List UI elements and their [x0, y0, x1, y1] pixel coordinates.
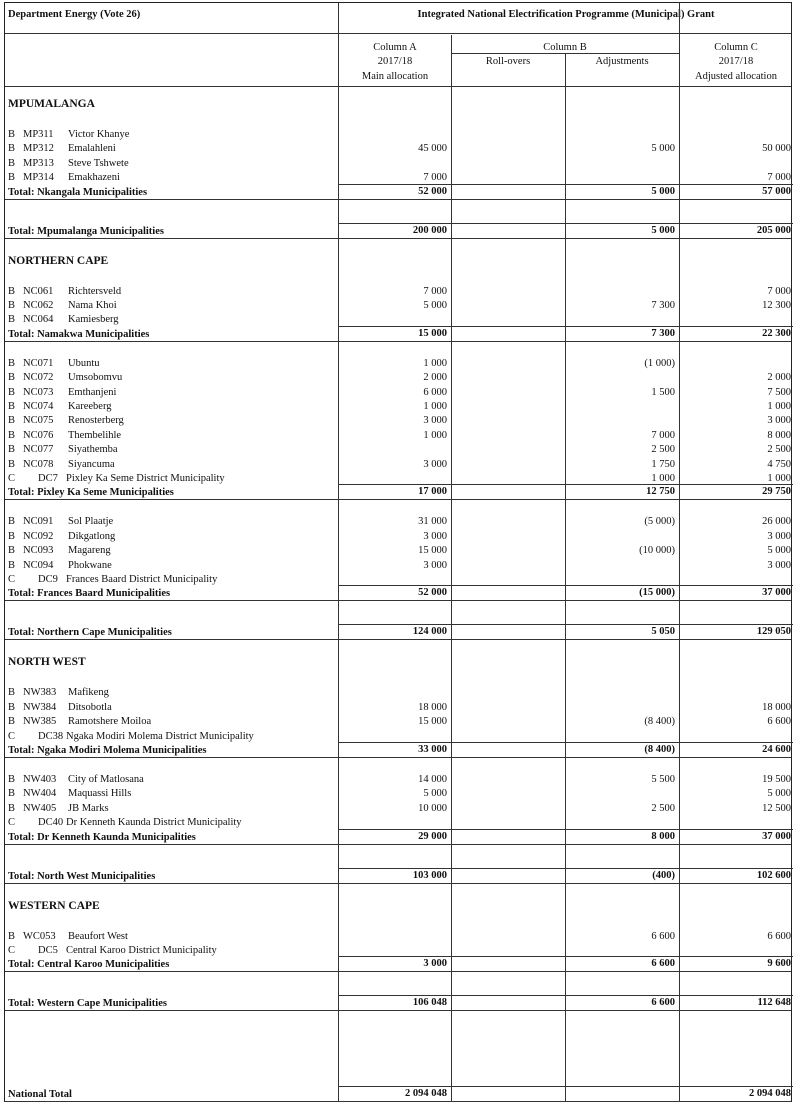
- main-allocation-value: 45 000: [418, 143, 447, 155]
- adjusted-allocation-value: 19 500: [762, 774, 791, 785]
- subtotal-label: National Total: [8, 1089, 72, 1101]
- municipality-category: B: [8, 687, 16, 699]
- total-main-allocation: 124 000: [412, 626, 447, 638]
- total-adjusted-allocation: 112 648: [757, 997, 791, 1009]
- main-allocation-value: 2 000: [423, 372, 447, 384]
- municipality-name: Phokwane: [68, 559, 112, 571]
- municipality-name: City of Matlosana: [68, 774, 144, 785]
- total-bottom-rule: [5, 499, 791, 500]
- total-main-allocation: 103 000: [412, 869, 447, 881]
- adjusted-allocation-value: 6 600: [767, 716, 791, 728]
- municipality-code: MP313: [23, 157, 54, 169]
- municipality-category: B: [8, 386, 16, 398]
- total-main-allocation: 15 000: [418, 327, 447, 339]
- grid-vline: [679, 3, 680, 1101]
- main-allocation-value: 3 000: [423, 458, 447, 470]
- municipality-name: Maquassi Hills: [68, 788, 132, 800]
- municipality-category: B: [8, 530, 16, 542]
- municipality-category: C: [8, 945, 16, 956]
- municipality-code: NC064: [23, 314, 54, 326]
- adjustment-value: (1 000): [644, 357, 675, 369]
- municipality-category: B: [8, 545, 16, 557]
- total-main-allocation: 17 000: [418, 486, 447, 498]
- total-adjusted-allocation: 129 050: [756, 626, 791, 638]
- municipality-category: B: [8, 444, 16, 456]
- adjusted-allocation-value: 7 000: [767, 172, 791, 184]
- municipality-name: Ubuntu: [68, 357, 100, 369]
- adjusted-allocation-value: 2 500: [767, 444, 791, 456]
- municipality-code: DC9: [38, 574, 58, 585]
- municipality-category: B: [8, 157, 16, 169]
- header-top-rule: [5, 33, 791, 34]
- municipality-category: B: [8, 716, 16, 728]
- subtotal-label: Total: North West Municipalities: [8, 870, 156, 882]
- subtotal-label: Total: Frances Baard Municipalities: [8, 588, 171, 600]
- subtotal-label: Total: Dr Kenneth Kaunda Municipalities: [8, 831, 196, 843]
- total-adjustment: 5 050: [651, 626, 675, 638]
- allocation-table: [4, 2, 792, 1102]
- column-b-label: Column B: [543, 42, 587, 53]
- municipality-category: B: [8, 516, 16, 528]
- municipality-category: B: [8, 372, 16, 384]
- total-main-allocation: 2 094 048: [405, 1088, 447, 1100]
- total-bottom-rule: [5, 238, 791, 239]
- total-bottom-rule: [5, 1101, 791, 1102]
- total-adjustment: (400): [652, 869, 675, 881]
- municipality-code: MP311: [23, 129, 54, 140]
- total-top-rule: [339, 829, 793, 830]
- municipality-code: MP312: [23, 143, 54, 155]
- municipality-name: JB Marks: [68, 802, 109, 814]
- total-adjustment: (8 400): [644, 744, 675, 755]
- municipality-category: B: [8, 802, 16, 814]
- total-adjustment: 6 600: [651, 997, 675, 1009]
- adjusted-allocation-value: 6 600: [767, 930, 791, 942]
- main-allocation-value: 15 000: [418, 545, 447, 557]
- column-a-label: Column A: [373, 42, 417, 53]
- column-a-year: 2017/18: [377, 56, 413, 67]
- municipality-name: Ditsobotla: [68, 701, 112, 713]
- municipality-name: Beaufort West: [68, 930, 128, 942]
- municipality-category: B: [8, 559, 16, 571]
- subtotal-label: Total: Pixley Ka Seme Municipalities: [8, 487, 174, 499]
- total-adjustment: 8 000: [651, 830, 675, 842]
- municipality-name: Dr Kenneth Kaunda District Municipality: [66, 817, 242, 829]
- total-adjusted-allocation: 37 000: [762, 587, 791, 599]
- adjustment-value: 1 000: [651, 473, 675, 484]
- province-heading: MPUMALANGA: [8, 98, 95, 110]
- total-adjusted-allocation: 102 600: [756, 869, 791, 881]
- main-allocation-value: 31 000: [418, 516, 447, 528]
- municipality-category: B: [8, 415, 16, 427]
- main-allocation-value: 1 000: [423, 357, 447, 369]
- province-heading: NORTH WEST: [8, 656, 86, 669]
- municipality-category: B: [8, 300, 16, 311]
- municipality-name: Mafikeng: [68, 687, 109, 699]
- adjusted-allocation-value: 12 300: [762, 300, 791, 311]
- total-adjustment: 12 750: [646, 486, 675, 498]
- main-allocation-value: 1 000: [423, 401, 447, 412]
- main-allocation-header: Main allocation: [361, 71, 429, 82]
- municipality-name: Central Karoo District Municipality: [66, 945, 217, 956]
- municipality-category: B: [8, 129, 16, 140]
- adjusted-allocation-value: 12 500: [762, 802, 791, 814]
- total-adjusted-allocation: 37 000: [762, 830, 791, 842]
- province-heading: WESTERN CAPE: [8, 899, 100, 912]
- adjusted-allocation-value: 7 500: [767, 386, 791, 398]
- main-allocation-value: 7 000: [423, 172, 447, 184]
- subtotal-label: Total: Northern Cape Municipalities: [8, 627, 172, 639]
- adjustment-value: (10 000): [639, 545, 675, 557]
- total-bottom-rule: [5, 844, 791, 845]
- municipality-category: B: [8, 285, 16, 297]
- municipality-code: NW404: [23, 788, 57, 800]
- adjustment-value: 2 500: [651, 444, 675, 456]
- total-bottom-rule: [5, 639, 791, 640]
- subtotal-label: Total: Western Cape Municipalities: [8, 998, 167, 1010]
- main-allocation-value: 14 000: [418, 774, 447, 785]
- municipality-name: Richtersveld: [68, 285, 122, 297]
- total-bottom-rule: [5, 600, 791, 601]
- total-top-rule: [339, 742, 793, 743]
- adjustment-value: 1 750: [651, 458, 675, 470]
- municipality-category: B: [8, 701, 16, 713]
- municipality-code: DC40: [38, 817, 64, 829]
- main-allocation-value: 1 000: [423, 429, 447, 441]
- total-top-rule: [339, 223, 793, 224]
- total-main-allocation: 3 000: [423, 958, 447, 970]
- municipality-code: NC077: [23, 444, 54, 456]
- subtotal-label: Total: Namakwa Municipalities: [8, 328, 150, 340]
- municipality-code: NW384: [23, 701, 57, 713]
- municipality-code: NC091: [23, 516, 54, 528]
- municipality-code: NW403: [23, 774, 57, 785]
- main-allocation-value: 3 000: [423, 530, 447, 542]
- municipality-name: Emalahleni: [68, 143, 116, 155]
- main-allocation-value: 5 000: [423, 300, 447, 311]
- adjusted-allocation-header: Adjusted allocation: [695, 71, 777, 82]
- total-top-rule: [339, 868, 793, 869]
- adjusted-allocation-value: 3 000: [767, 559, 791, 571]
- municipality-code: NC074: [23, 401, 54, 412]
- total-top-rule: [339, 1086, 793, 1087]
- municipality-name: Pixley Ka Seme District Municipality: [66, 473, 225, 484]
- municipality-code: NC073: [23, 386, 54, 398]
- municipality-code: NC061: [23, 285, 54, 297]
- main-allocation-value: 6 000: [423, 386, 447, 398]
- adjusted-allocation-value: 3 000: [767, 530, 791, 542]
- municipality-category: B: [8, 357, 16, 369]
- municipality-code: NC092: [23, 530, 54, 542]
- municipality-name: Ramotshere Moiloa: [68, 716, 152, 728]
- column-b-rule: [451, 53, 679, 54]
- header-bottom-rule: [5, 86, 791, 87]
- total-top-rule: [339, 585, 793, 586]
- municipality-code: NW405: [23, 802, 57, 814]
- total-top-rule: [339, 956, 793, 957]
- adjustment-value: 5 000: [651, 143, 675, 155]
- total-adjusted-allocation: 22 300: [762, 327, 791, 339]
- municipality-name: Frances Baard District Municipality: [66, 574, 218, 585]
- main-allocation-value: 3 000: [423, 415, 447, 427]
- main-allocation-value: 7 000: [423, 285, 447, 297]
- municipality-name: Victor Khanye: [68, 129, 130, 140]
- municipality-code: NC094: [23, 559, 54, 571]
- adjusted-allocation-value: 4 750: [767, 458, 791, 470]
- total-adjustment: 7 300: [651, 327, 675, 339]
- municipality-code: NW385: [23, 716, 57, 728]
- column-c-year: 2017/18: [718, 56, 754, 67]
- grid-vline: [565, 53, 566, 1101]
- municipality-name: Kamiesberg: [68, 314, 119, 326]
- municipality-category: C: [8, 473, 16, 484]
- adjusted-allocation-value: 7 000: [767, 285, 791, 297]
- municipality-name: Siyathemba: [68, 444, 118, 456]
- adjusted-allocation-value: 2 000: [767, 372, 791, 384]
- total-bottom-rule: [5, 883, 791, 884]
- adjustment-value: 5 500: [651, 774, 675, 785]
- municipality-code: NW383: [23, 687, 57, 699]
- total-bottom-rule: [5, 1010, 791, 1011]
- adjustment-value: 7 300: [651, 300, 675, 311]
- municipality-code: NC076: [23, 429, 54, 441]
- total-adjusted-allocation: 205 000: [756, 224, 791, 236]
- total-main-allocation: 52 000: [418, 185, 447, 197]
- total-bottom-rule: [5, 199, 791, 200]
- adjustment-value: 7 000: [651, 429, 675, 441]
- municipality-code: NC093: [23, 545, 54, 557]
- adjusted-allocation-value: 26 000: [762, 516, 791, 528]
- municipality-code: NC075: [23, 415, 54, 427]
- adjusted-allocation-value: 3 000: [767, 415, 791, 427]
- municipality-name: Ngaka Modiri Molema District Municipality: [66, 730, 254, 742]
- grid-vline: [451, 35, 452, 1101]
- total-top-rule: [339, 624, 793, 625]
- total-main-allocation: 200 000: [412, 224, 447, 236]
- municipality-category: B: [8, 314, 16, 326]
- municipality-name: Siyancuma: [68, 458, 115, 470]
- municipality-code: NC071: [23, 357, 54, 369]
- adjusted-allocation-value: 50 000: [762, 143, 791, 155]
- municipality-name: Dikgatlong: [68, 530, 116, 542]
- main-allocation-value: 10 000: [418, 802, 447, 814]
- municipality-name: Umsobomvu: [68, 372, 123, 384]
- municipality-code: NC072: [23, 372, 54, 384]
- municipality-name: Thembelihle: [68, 429, 122, 441]
- total-main-allocation: 52 000: [418, 587, 447, 599]
- municipality-category: C: [8, 817, 16, 829]
- main-allocation-value: 3 000: [423, 559, 447, 571]
- total-adjustment: (15 000): [639, 587, 675, 599]
- municipality-category: B: [8, 930, 16, 942]
- total-adjusted-allocation: 2 094 048: [749, 1088, 791, 1100]
- adjusted-allocation-value: 5 000: [767, 545, 791, 557]
- municipality-code: DC5: [38, 945, 58, 956]
- municipality-name: Renosterberg: [68, 415, 124, 427]
- municipality-category: B: [8, 788, 16, 800]
- municipality-code: NC062: [23, 300, 54, 311]
- municipality-name: Emakhazeni: [68, 172, 120, 184]
- province-heading: NORTHERN CAPE: [8, 254, 109, 267]
- municipality-category: C: [8, 730, 16, 742]
- adjusted-allocation-value: 5 000: [767, 788, 791, 800]
- total-main-allocation: 33 000: [418, 744, 447, 755]
- municipality-category: B: [8, 401, 16, 412]
- municipality-code: NC078: [23, 458, 54, 470]
- municipality-code: DC38: [38, 730, 64, 742]
- total-top-rule: [339, 184, 793, 185]
- municipality-category: C: [8, 574, 16, 585]
- municipality-category: B: [8, 172, 16, 184]
- adjustment-value: (8 400): [644, 716, 675, 728]
- column-c-label: Column C: [714, 42, 758, 53]
- municipality-code: DC7: [38, 473, 58, 484]
- municipality-category: B: [8, 143, 16, 155]
- municipality-name: Nama Khoi: [68, 300, 117, 311]
- municipality-category: B: [8, 458, 16, 470]
- adjusted-allocation-value: 1 000: [767, 401, 791, 412]
- total-adjustment: 5 000: [651, 224, 675, 236]
- total-adjusted-allocation: 24 600: [762, 744, 791, 755]
- municipality-name: Steve Tshwete: [68, 157, 129, 169]
- adjusted-allocation-value: 8 000: [767, 429, 791, 441]
- municipality-name: Kareeberg: [68, 401, 112, 412]
- total-top-rule: [339, 484, 793, 485]
- adjusted-allocation-value: 18 000: [762, 701, 791, 713]
- total-main-allocation: 29 000: [418, 830, 447, 842]
- total-adjusted-allocation: 29 750: [762, 486, 791, 498]
- adjustment-value: (5 000): [644, 516, 675, 528]
- total-top-rule: [339, 326, 793, 327]
- total-bottom-rule: [5, 757, 791, 758]
- department-title: Department Energy (Vote 26): [8, 9, 141, 20]
- subtotal-label: Total: Mpumalanga Municipalities: [8, 225, 164, 237]
- main-allocation-value: 15 000: [418, 716, 447, 728]
- adjustment-value: 1 500: [651, 386, 675, 398]
- adjustment-value: 2 500: [651, 802, 675, 814]
- municipality-code: WC053: [23, 930, 56, 942]
- grant-title: Integrated National Electrification Programme (Municipal) Grant: [417, 9, 715, 20]
- total-adjusted-allocation: 9 600: [767, 958, 791, 970]
- total-main-allocation: 106 048: [412, 997, 447, 1009]
- main-allocation-value: 18 000: [418, 701, 447, 713]
- adjusted-allocation-value: 1 000: [767, 473, 791, 484]
- municipality-category: B: [8, 774, 16, 785]
- municipality-name: Magareng: [68, 545, 111, 557]
- municipality-name: Sol Plaatje: [68, 516, 114, 528]
- municipality-name: Emthanjeni: [68, 386, 117, 398]
- total-adjustment: 6 600: [651, 958, 675, 970]
- municipality-code: MP314: [23, 172, 54, 184]
- total-top-rule: [339, 995, 793, 996]
- municipality-category: B: [8, 429, 16, 441]
- grid-vline: [338, 3, 339, 1101]
- subtotal-label: Total: Ngaka Modiri Molema Municipalities: [8, 745, 207, 756]
- total-adjustment: 5 000: [651, 185, 675, 197]
- total-bottom-rule: [5, 341, 791, 342]
- total-adjusted-allocation: 57 000: [762, 185, 791, 197]
- subtotal-label: Total: Nkangala Municipalities: [8, 186, 148, 198]
- main-allocation-value: 5 000: [423, 788, 447, 800]
- subtotal-label: Total: Central Karoo Municipalities: [8, 959, 170, 971]
- total-bottom-rule: [5, 971, 791, 972]
- adjustments-header: Adjustments: [595, 56, 649, 67]
- rollovers-header: Roll-overs: [485, 56, 531, 67]
- adjustment-value: 6 600: [651, 930, 675, 942]
